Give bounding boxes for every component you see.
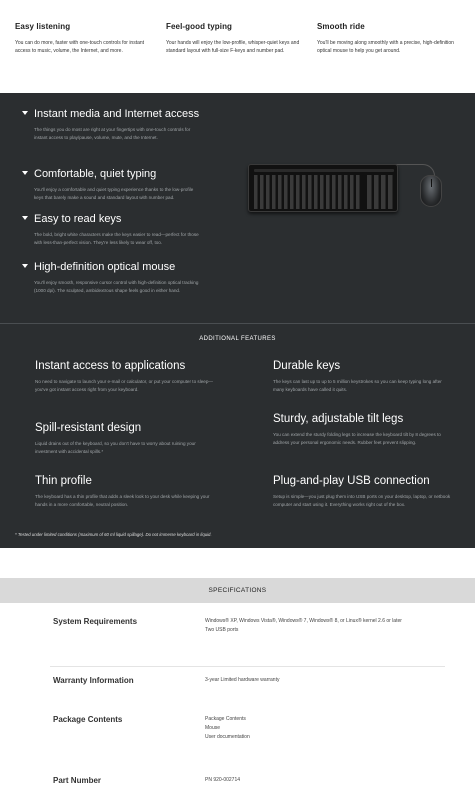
- spec-value: User documentation: [205, 734, 250, 740]
- benefit-smooth-ride: [317, 22, 457, 55]
- feature-optical-mouse: [22, 261, 200, 295]
- benefit-title: Easy listening: [15, 22, 71, 31]
- benefit-body: You'll be moving along smoothly with a precise, high-definition optical mouse to help you get around.: [317, 40, 454, 54]
- feature-instant-media: [22, 108, 200, 142]
- spec-label: Part Number: [53, 776, 102, 785]
- main-keys: [254, 175, 362, 209]
- spec-label: Warranty Information: [53, 676, 134, 685]
- benefit-title: Feel-good typing: [166, 22, 233, 31]
- benefit-easy-listening: [15, 22, 155, 55]
- spec-value: Package Contents: [205, 716, 246, 722]
- feature-body: The things you do most are right at your fingertips with one-touch controls for instant access to play/pause, volume, mute, and the Internet.: [34, 127, 191, 140]
- section-gap: [0, 548, 475, 578]
- feature-body: You'll enjoy smooth, responsive cursor control with high-definition optical tracking (1000 dpi). The sculpted, ambidextrous shape feels good in either hand.: [34, 280, 199, 293]
- feature-title: Comfortable, quiet typing: [34, 168, 157, 180]
- spec-value: 3-year Limited hardware warranty: [205, 677, 280, 683]
- feature-title: High-definition optical mouse: [34, 261, 176, 273]
- mouse-graphic: [420, 175, 442, 207]
- feature-quiet-typing: [22, 168, 200, 202]
- additional-features: [0, 323, 475, 548]
- benefit-title: Smooth ride: [317, 22, 365, 31]
- benefit-feel-good-typing: [166, 22, 306, 55]
- feature-title: Thin profile: [35, 475, 92, 487]
- spec-label: System Requirements: [53, 617, 138, 626]
- feature-title: Instant media and Internet access: [34, 108, 200, 120]
- spec-values: [205, 776, 435, 785]
- benefit-body: Your hands will enjoy the low-profile, whisper-quiet keys and standard layout with full-size F-keys and number pad.: [166, 40, 300, 54]
- feature-tilt-legs: [273, 412, 453, 447]
- feature-body: Liquid drains out of the keyboard, so you don't have to worry about ruining your investment with accidental spills.*: [35, 441, 196, 454]
- feature-title: Easy to read keys: [34, 213, 122, 225]
- function-key-row: [254, 169, 394, 172]
- spec-row-part-number: [50, 776, 445, 796]
- spec-row-warranty: [50, 676, 445, 706]
- footnote: * Tested under limited conditions (maximum of 60 ml liquid spillage). Do not immerse keyboard in liquid.: [15, 532, 212, 537]
- chevron-down-icon: [22, 111, 28, 115]
- feature-title: Plug-and-play USB connection: [273, 475, 430, 487]
- feature-instant-access: [35, 359, 215, 394]
- feature-body: No need to navigate to launch your e-mail or calculator, or put your computer to sleep—you've got instant access right from your keyboard.: [35, 379, 213, 392]
- feature-title: Spill-resistant design: [35, 422, 142, 434]
- spec-values: [205, 676, 435, 685]
- top-benefits: [0, 0, 475, 93]
- chevron-down-icon: [22, 264, 28, 268]
- feature-thin-profile: [35, 474, 215, 509]
- feature-body: The keyboard has a thin profile that adds a sleek look to your desk while keeping your hands in a more comfortable, neutral position.: [35, 494, 210, 507]
- feature-title: Instant access to applications: [35, 360, 186, 372]
- feature-body: Setup is simple—you just plug them into USB ports on your desktop, laptop, or netbook computer and start using it. Everything works right out of the box.: [273, 494, 451, 507]
- spec-values: [205, 715, 435, 742]
- spec-value: Windows® XP, Windows Vista®, Windows® 7, Windows® 8, or Linux® kernel 2.6 or later: [205, 618, 402, 624]
- additional-features-heading: ADDITIONAL FEATURES: [199, 336, 276, 342]
- spec-value: PN 920-002714: [205, 777, 241, 783]
- spec-label: Package Contents: [53, 715, 123, 724]
- feature-easy-read-keys: [22, 213, 200, 247]
- feature-title: Durable keys: [273, 360, 341, 372]
- chevron-down-icon: [22, 171, 28, 175]
- feature-spill-resistant: [35, 421, 215, 456]
- number-pad: [367, 175, 395, 209]
- feature-body: The keys can last up to up to 5 million keystrokes so you can keep typing long after many keyboards have called it quits.: [273, 379, 442, 392]
- keyboard-graphic: [248, 164, 398, 212]
- feature-body: You'll enjoy a comfortable and quiet typing experience thanks to the low-profile keys that barely make a sound and standard layout with number pad.: [34, 187, 194, 200]
- spec-value: Mouse: [205, 725, 221, 731]
- keyboard-mouse-image: [245, 161, 450, 221]
- spec-value: Two USB ports: [205, 627, 239, 633]
- benefit-body: You can do more, faster with one-touch controls for instant access to music, volume, the Internet, and more.: [15, 40, 145, 54]
- feature-body: The bold, bright white characters make the keys easier to read—perfect for those with less-than-perfect vision. They're less likely to wear off, too.: [34, 232, 199, 245]
- feature-durable-keys: [273, 359, 453, 394]
- spec-row-system-requirements: [50, 617, 445, 667]
- spec-row-package-contents: [50, 715, 445, 765]
- spec-values: [205, 617, 435, 635]
- chevron-down-icon: [22, 216, 28, 220]
- feature-title: Sturdy, adjustable tilt legs: [273, 413, 404, 425]
- specifications-heading: SPECIFICATIONS: [0, 578, 475, 603]
- feature-body: You can extend the sturdy folding legs to increase the keyboard tilt by 8 degrees to address your personal ergonomic needs. Rubber feet prevent slipping.: [273, 432, 441, 445]
- feature-usb-connection: [273, 474, 453, 509]
